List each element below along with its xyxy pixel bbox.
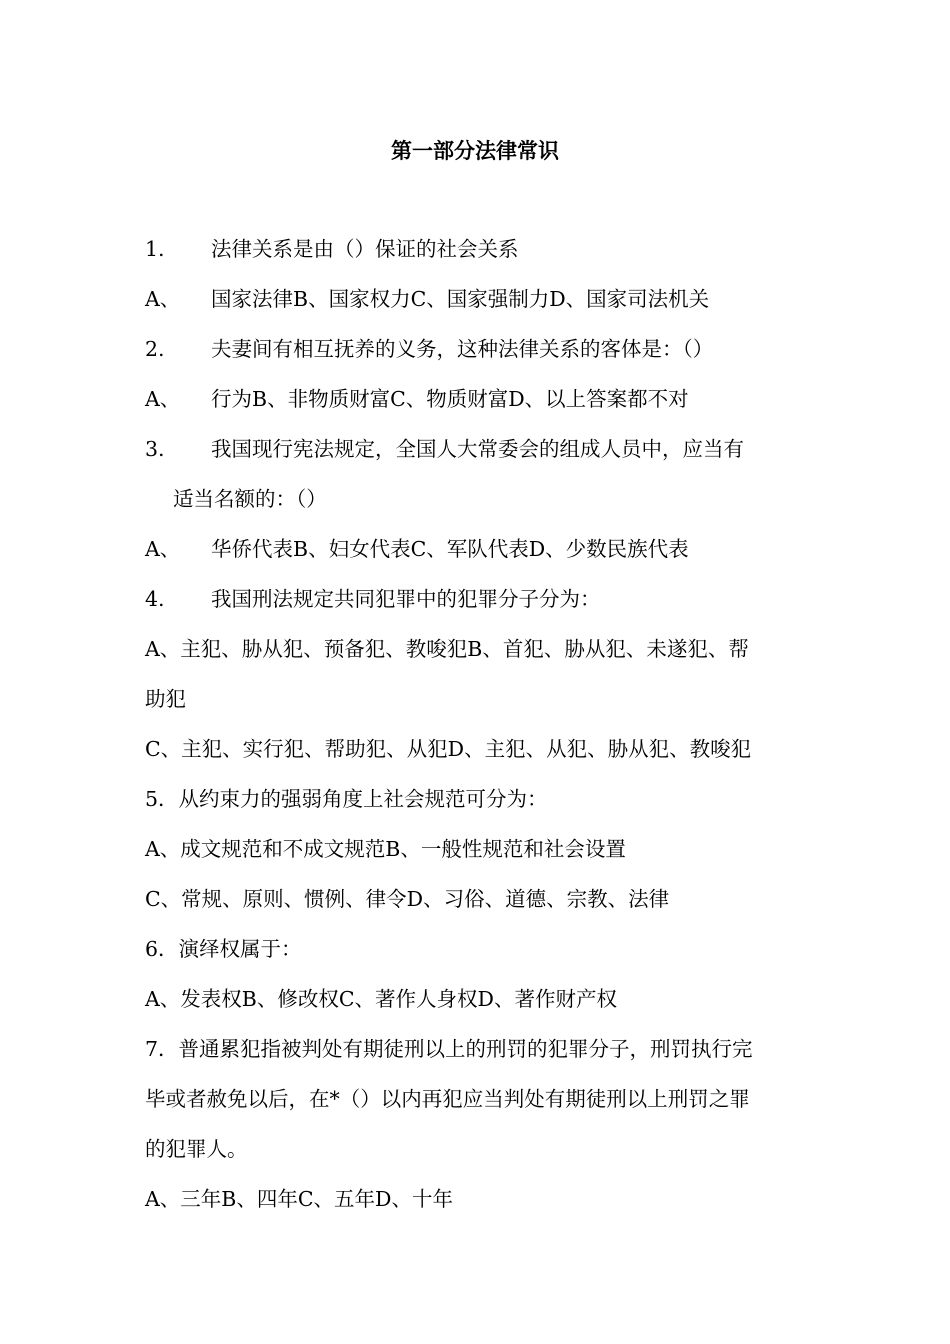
question-4-options-line-3: C、主犯、实行犯、帮助犯、从犯D、主犯、从犯、胁从犯、教唆犯	[145, 737, 752, 761]
question-number: 4.	[145, 587, 165, 611]
question-4	[145, 584, 601, 614]
question-number: 3.	[145, 437, 165, 461]
question-5-options-line-1: A、成文规范和不成文规范B、一般性规范和社会设置	[145, 837, 626, 861]
question-7-line-2: 毕或者赦免以后，在*（）以内再犯应当判处有期徒刑以上刑罚之罪	[145, 1087, 750, 1111]
question-text: 我国现行宪法规定，全国人大常委会的组成人员中，应当有	[211, 437, 744, 461]
options-text: 华侨代表B、妇女代表C、军队代表D、少数民族代表	[211, 537, 689, 561]
question-7-line-3: 的犯罪人。	[145, 1137, 248, 1161]
question-5: 5．从约束力的强弱角度上社会规范可分为：	[145, 787, 548, 811]
option-label: A、	[145, 287, 181, 311]
question-1-options	[145, 284, 709, 314]
question-6-options: A、发表权B、修改权C、著作人身权D、著作财产权	[145, 987, 617, 1011]
question-number: 2.	[145, 337, 165, 361]
question-1	[145, 234, 519, 264]
question-2	[145, 334, 713, 364]
question-4-options-line-2: 助犯	[145, 687, 186, 711]
question-2-options	[145, 384, 689, 414]
question-text: 法律关系是由（）保证的社会关系	[211, 237, 519, 261]
question-text: 我国刑法规定共同犯罪中的犯罪分子分为：	[211, 587, 601, 611]
question-7-line-1: 7．普通累犯指被判处有期徒刑以上的刑罚的犯罪分子，刑罚执行完	[145, 1037, 753, 1061]
option-label: A、	[145, 537, 181, 561]
options-text: 国家法律B、国家权力C、国家强制力D、国家司法机关	[211, 287, 710, 311]
question-number: 1.	[145, 237, 165, 261]
question-3-options	[145, 534, 689, 564]
question-3-continuation: 适当名额的：（）	[173, 487, 327, 511]
question-7-options: A、三年B、四年C、五年D、十年	[145, 1187, 453, 1211]
question-text: 夫妻间有相互抚养的义务，这种法律关系的客体是：（）	[211, 337, 714, 361]
page-title: 第一部分法律常识	[391, 138, 559, 163]
question-5-options-line-2: C、常规、原则、惯例、律令D、习俗、道德、宗教、法律	[145, 887, 670, 911]
question-6: 6．演绎权属于：	[145, 937, 302, 961]
question-3	[145, 434, 744, 464]
options-text: 行为B、非物质财富C、物质财富D、以上答案都不对	[211, 387, 689, 411]
option-label: A、	[145, 387, 181, 411]
question-4-options-line-1: A、主犯、胁从犯、预备犯、教唆犯B、首犯、胁从犯、未遂犯、帮	[145, 637, 749, 661]
